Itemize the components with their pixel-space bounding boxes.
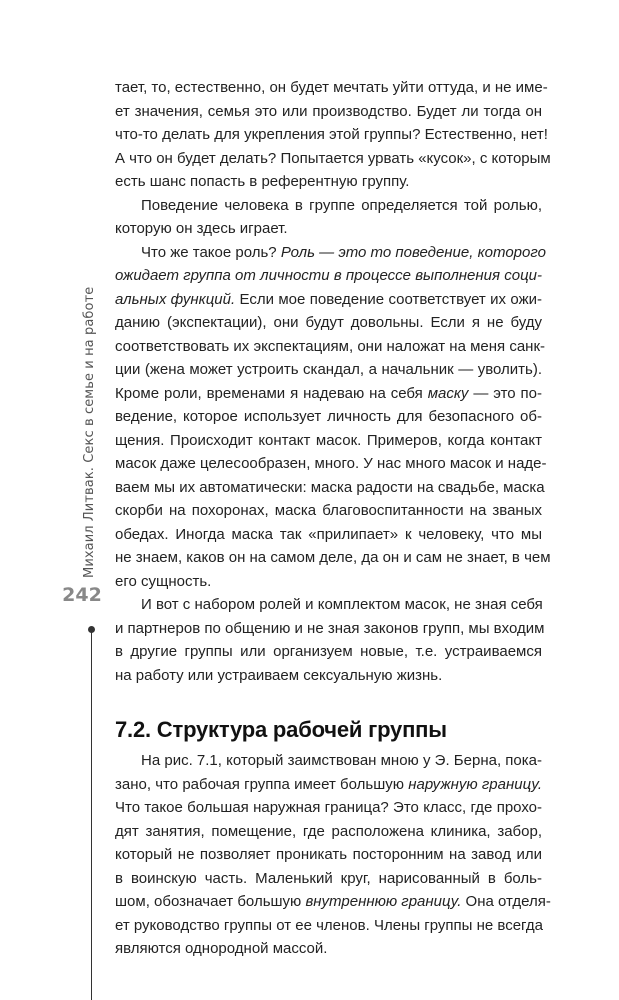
text-run: не знаем, каков он на самом деле, да он и сам не знает, в чем (115, 549, 551, 566)
text-line (115, 241, 546, 265)
text-run: ции (жена может устроить скандал, а начальник — уволить). (115, 361, 542, 378)
text-line (115, 570, 542, 594)
italic-text: Роль — это то поведение, которого (280, 243, 546, 261)
text-line (115, 843, 542, 867)
text-run: ваем мы их автоматически: маска радости на свадьбе, маска (115, 478, 545, 496)
text-line (115, 194, 542, 218)
text-line (115, 76, 548, 100)
paragraph (115, 76, 551, 194)
section-text (115, 749, 551, 961)
text-line (115, 499, 542, 523)
text-run: Кроме роли, временами я надеваю на себя (115, 384, 428, 402)
text-line (115, 640, 542, 664)
text-line (115, 773, 542, 797)
text-line (115, 335, 546, 359)
text-run: обедах. Иногда маска так «прилипает» к человеку, что мы (115, 525, 542, 543)
text-line (115, 170, 542, 194)
text-run: — это по- (468, 384, 542, 402)
text-line (115, 476, 545, 500)
text-line (115, 123, 548, 147)
text-run: ет значения, семья это или производство. Будет ли тогда он (115, 102, 542, 120)
text-run: ет руководство группы от ее членов. Члены группы не всегда (115, 916, 543, 934)
paragraph (115, 194, 542, 241)
text-line (115, 820, 542, 844)
text-line (115, 382, 542, 406)
text-run: которую он здесь играет. (115, 220, 288, 237)
text-run: скорби на похоронах, маска благовоспитанности на званых (115, 502, 542, 519)
text-run: дят занятия, помещение, где расположена клиника, забор, (115, 822, 542, 840)
text-run: на работу или устраиваем сексуальную жизнь. (115, 666, 443, 684)
section-heading: 7.2. Структура рабочей группы (115, 717, 447, 742)
italic-text: ожидает группа от личности в процессе выполнения соци- (115, 267, 542, 284)
text-run: ведение, которое использует личность для безопасного об- (115, 408, 542, 425)
italic-text: наружную границу. (408, 775, 542, 793)
text-line (115, 523, 542, 547)
text-line (115, 937, 542, 961)
italic-text: маску (427, 384, 469, 402)
text-run: соответствовать их экспектациям, они наложат на меня санк- (115, 337, 546, 355)
text-run: Если мое поведение соответствует их ожи- (235, 290, 542, 308)
italic-text: внутреннюю границу. (305, 893, 462, 910)
paragraph (115, 593, 545, 687)
text-line (115, 311, 542, 335)
text-line (115, 617, 545, 641)
text-run: являются однородной массой. (115, 940, 328, 957)
text-run: щения. Происходит контакт масок. Примеров, когда контакт (115, 431, 542, 449)
text-run: в другие группы или организуем новые, т.е. устраиваемся (115, 643, 542, 660)
text-run: шом, обозначает большую (115, 893, 306, 910)
margin-sidebar (0, 0, 110, 1000)
text-run: его сущность. (115, 572, 212, 590)
text-line (115, 217, 542, 241)
body-text (115, 76, 551, 687)
text-line (115, 100, 542, 124)
text-line (115, 452, 547, 476)
text-run: данию (экспектации), они будут довольны. Если я не буду (115, 314, 542, 331)
text-line (115, 288, 542, 312)
text-line (115, 264, 542, 288)
text-line (115, 593, 542, 617)
text-run: Что такое большая наружная граница? Это класс, где прохо- (115, 799, 542, 816)
text-line (115, 546, 551, 570)
italic-text: альных функций. (115, 290, 236, 308)
text-run: Поведение человека в группе определяется той ролью, (141, 196, 542, 214)
text-line (115, 749, 542, 773)
text-run: что-то делать для укрепления этой группы? Естественно, нет! (115, 126, 548, 143)
text-line (115, 890, 551, 914)
running-head: Михаил Литвак. Секс в семье и на работе (82, 286, 97, 578)
text-run: который не позволяет проникать посторонним на завод или (115, 846, 542, 863)
text-run: А что он будет делать? Попытается урвать «кусок», с которым (115, 149, 551, 167)
text-line (115, 914, 542, 938)
text-run: и партнеров по общению и не зная законов групп, мы входим (115, 619, 545, 637)
text-line (115, 796, 542, 820)
text-run: Что же такое роль? (141, 243, 281, 261)
paragraph (115, 749, 551, 961)
text-run: Она отделя- (461, 893, 551, 910)
text-line (115, 358, 542, 382)
text-run: есть шанс попасть в референтную группу. (115, 173, 410, 190)
text-run: На рис. 7.1, который заимствован мною у Э. Берна, пока- (141, 752, 542, 769)
text-run: И вот с набором ролей и комплектом масок, не зная себя (141, 596, 543, 613)
text-line (115, 147, 551, 171)
paragraph (115, 241, 551, 594)
text-line (115, 405, 542, 429)
text-line (115, 664, 542, 688)
text-run: тает, то, естественно, он будет мечтать уйти оттуда, и не име- (115, 79, 548, 96)
text-run: зано, что рабочая группа имеет большую (115, 775, 409, 793)
text-run: в воинскую часть. Маленький круг, нарисованный в боль- (115, 869, 542, 887)
text-line (115, 867, 542, 891)
page-body (115, 76, 551, 961)
margin-rule (91, 630, 92, 1000)
page-number: 242 (62, 584, 102, 606)
text-run: масок даже целесообразен, много. У нас много масок и наде- (115, 455, 547, 472)
text-line (115, 429, 542, 453)
